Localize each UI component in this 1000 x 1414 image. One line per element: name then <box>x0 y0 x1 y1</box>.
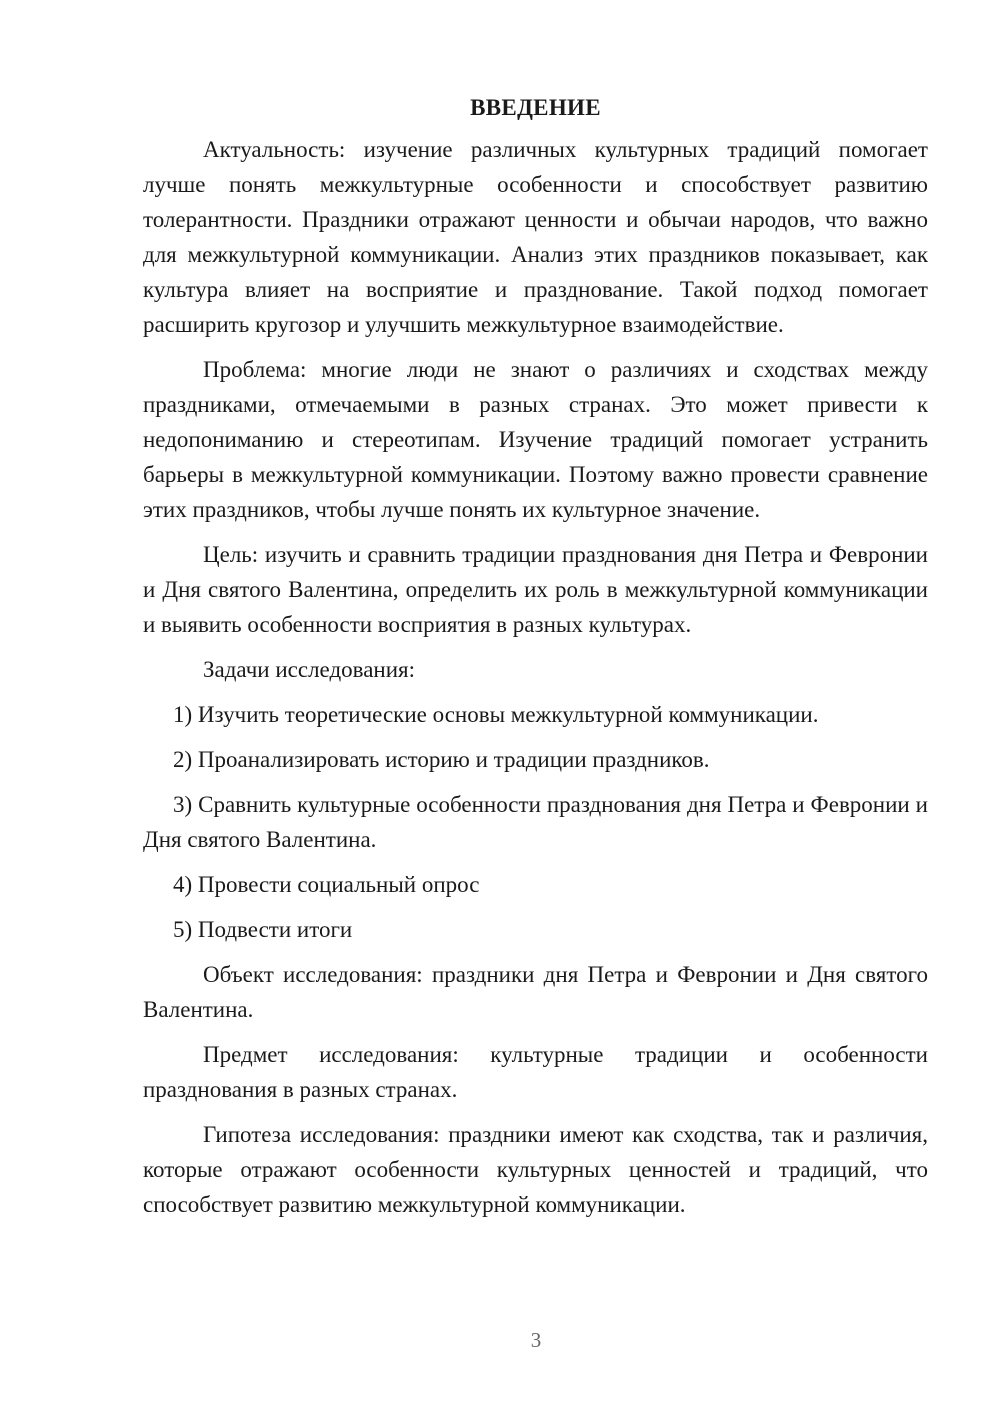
paragraph-problem: Проблема: многие люди не знают о различиях и сходствах между праздниками, отмечаемыми в разных странах. Это может привести к недопониманию и стереотипам. Изучение традиций помогает устранить барьеры в межкультурной коммуникации. Поэтому важно провести сравнение этих праздников, чтобы лучше понять их культурное значение. <box>143 357 928 522</box>
task-item-4: 4) Провести социальный опрос <box>173 872 480 897</box>
page-number: 3 <box>530 1328 542 1352</box>
task-item-1: 1) Изучить теоретические основы межкультурной коммуникации. <box>173 702 819 727</box>
paragraph-goal: Цель: изучить и сравнить традиции празднования дня Петра и Февронии и Дня святого Валентина, определить их роль в межкультурной коммуникации и выявить особенности восприятия в разных культурах. <box>143 542 928 637</box>
task-item-5: 5) Подвести итоги <box>173 917 353 942</box>
paragraph-object: Объект исследования: праздники дня Петра и Февронии и Дня святого Валентина. <box>143 962 928 1022</box>
paragraph-relevance: Актуальность: изучение различных культурных традиций помогает лучше понять межкультурные особенности и способствует развитию толерантности. Праздники отражают ценности и обычаи народов, что важно для межкультурной коммуникации. Анализ этих праздников показывает, как культура влияет на восприятие и празднование. Такой подход помогает расширить кругозор и улучшить межкультурное взаимодействие. <box>143 137 928 337</box>
paragraph-tasks-heading: Задачи исследования: <box>203 657 416 682</box>
document-page <box>143 90 928 1232</box>
paragraph-hypothesis: Гипотеза исследования: праздники имеют как сходства, так и различия, которые отражают особенности культурных ценностей и традиций, что способствует развитию межкультурной коммуникации. <box>143 1122 928 1217</box>
section-title: ВВЕДЕНИЕ <box>470 95 601 120</box>
task-item-3: 3) Сравнить культурные особенности празднования дня Петра и Февронии и Дня святого Валентина. <box>143 792 928 852</box>
paragraph-subject: Предмет исследования: культурные традиции и особенности празднования в разных странах. <box>143 1042 928 1102</box>
task-item-2: 2) Проанализировать историю и традиции праздников. <box>173 747 710 772</box>
